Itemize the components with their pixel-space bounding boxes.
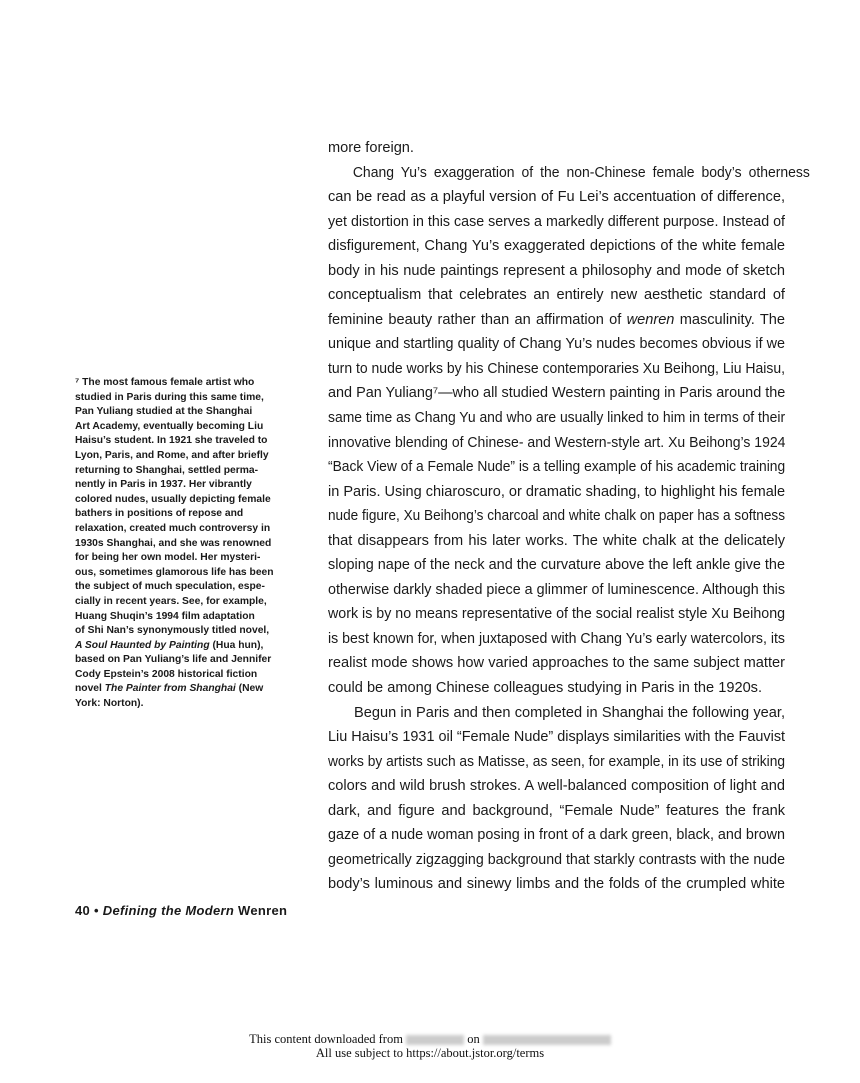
footnote-line: Pan Yuliang studied at the Shanghai xyxy=(75,406,253,418)
footnote-line: of Shi Nan’s synonymously titled novel, xyxy=(75,625,270,637)
footnote-line: A Soul Haunted by Painting (Hua hun), xyxy=(75,639,264,651)
footnote-line: Art Academy, eventually becoming Liu xyxy=(75,420,264,432)
footnote-7 xyxy=(75,376,315,712)
text-line: Liu Haisu’s 1931 oil “Female Nude” displays similarities with the Fauvist xyxy=(328,729,786,746)
footnote-line: the subject of much speculation, espe- xyxy=(75,581,265,593)
footnote-line: for being her own model. Her mysteri- xyxy=(75,552,261,564)
footnote-line: bathers in positions of repose and xyxy=(75,508,244,520)
terms-text: All use subject to https://about.jstor.org/terms xyxy=(315,1046,545,1060)
text-line: works by artists such as Matisse, as seen, for example, in its use of striking xyxy=(328,753,786,770)
on-text: on xyxy=(467,1032,480,1046)
footnote-line: returning to Shanghai, settled perma- xyxy=(75,464,259,476)
jstor-notice xyxy=(0,1032,860,1060)
book-title-italic: Defining the Modern xyxy=(102,903,235,918)
text-line: more foreign. xyxy=(328,140,414,156)
download-text: This content downloaded from xyxy=(249,1032,403,1046)
footnote-line: colored nudes, usually depicting female xyxy=(75,493,271,505)
book-title-wenren: Wenren xyxy=(238,903,288,918)
text-line: nude figure, Xu Beihong’s charcoal and white chalk on paper has a softness xyxy=(328,508,785,525)
footnote-line: Cody Epstein’s 2008 historical fiction xyxy=(75,668,258,680)
redacted-date xyxy=(483,1035,611,1045)
footnote-line: Haisu’s student. In 1921 she traveled to xyxy=(75,435,268,447)
text-line: realist mode shows how varied approaches to the same subject matter xyxy=(328,655,785,672)
footnote-line: 1930s Shanghai, and she was renowned xyxy=(75,537,272,549)
text-line: could be among Chinese colleagues studying in Paris in the 1920s. xyxy=(328,680,763,697)
footnote-line: relaxation, created much controversy in xyxy=(75,522,271,534)
text-line: dark, and figure and background, “Female Nude” features the frank xyxy=(328,802,785,819)
text-line: Begun in Paris and then completed in Shanghai the following year, xyxy=(354,704,785,721)
text-line: conceptualism that celebrates an entirely new aesthetic standard of xyxy=(328,287,785,304)
footnote-line: novel The Painter from Shanghai (New xyxy=(75,683,264,695)
footnote-line: ous, sometimes glamorous life has been xyxy=(75,566,274,578)
text-line: is best known for, when juxtaposed with Chang Yu’s early watercolors, its xyxy=(328,630,785,647)
footnote-line: studied in Paris during this same time, xyxy=(75,391,264,403)
text-line: otherwise darkly shaded piece a glimmer of luminescence. Although this xyxy=(328,581,785,598)
text-line: body in his nude paintings represent a philosophy and mode of sketch xyxy=(328,262,785,279)
footnote-line: ⁷ The most famous female artist who xyxy=(75,377,255,388)
running-footer xyxy=(75,903,287,918)
footnote-line: Huang Shuqin’s 1994 film adaptation xyxy=(75,610,255,622)
text-line: turn to nude works by his Chinese contemporaries Xu Beihong, Liu Haisu, xyxy=(328,360,785,377)
text-line: feminine beauty rather than an affirmation of wenren masculinity. The xyxy=(328,311,785,328)
footnote-line: based on Pan Yuliang’s life and Jennifer xyxy=(75,654,272,666)
text-line: unique and startling quality of Chang Yu’s nudes becomes obvious if we xyxy=(328,336,785,353)
text-line: that disappears from his later works. The white chalk at the delicately xyxy=(328,532,785,549)
footnote-line: Lyon, Paris, and Rome, and after briefly xyxy=(75,449,269,461)
text-line: yet distortion in this case serves a markedly different purpose. Instead of xyxy=(328,213,785,230)
text-line: disfigurement, Chang Yu’s exaggerated depictions of the white female xyxy=(328,238,785,255)
text-line: colors and wild brush strokes. A well-balanced composition of light and xyxy=(328,778,785,795)
text-line: geometrically zigzagging background that starkly contrasts with the nude xyxy=(328,851,785,868)
text-line: in Paris. Using chiaroscuro, or dramatic shading, to highlight his female xyxy=(328,483,786,500)
footnote-line: cially in recent years. See, for example, xyxy=(75,595,267,607)
separator: • xyxy=(93,903,99,918)
text-line: can be read as a playful version of Fu Lei’s accentuation of difference, xyxy=(328,189,785,206)
footnote-line: York: Norton). xyxy=(75,698,144,710)
footnote-line: nently in Paris in 1937. Her vibrantly xyxy=(75,479,252,491)
text-line: innovative blending of Chinese- and Western-style art. Xu Beihong’s 1924 xyxy=(328,434,786,451)
main-text-column xyxy=(328,136,810,897)
text-line: body’s luminous and sinewy limbs and the folds of the crumpled white xyxy=(328,876,785,893)
text-line: gaze of a nude woman posing in front of a dark green, black, and brown xyxy=(328,827,786,844)
text-line: Chang Yu’s exaggeration of the non-Chinese female body’s otherness xyxy=(352,164,810,181)
text-line: same time as Chang Yu and who are usually linked to him in terms of their xyxy=(328,410,786,427)
text-line: and Pan Yuliang⁷—who all studied Western painting in Paris around the xyxy=(328,385,786,402)
page-number: 40 xyxy=(75,903,91,918)
redacted-ip xyxy=(406,1035,464,1045)
text-line: “Back View of a Female Nude” is a telling example of his academic training xyxy=(328,459,786,476)
text-line: sloping nape of the neck and the curvature above the left ankle give the xyxy=(328,557,785,574)
text-line: work is by no means representative of the social realist style Xu Beihong xyxy=(328,606,786,623)
